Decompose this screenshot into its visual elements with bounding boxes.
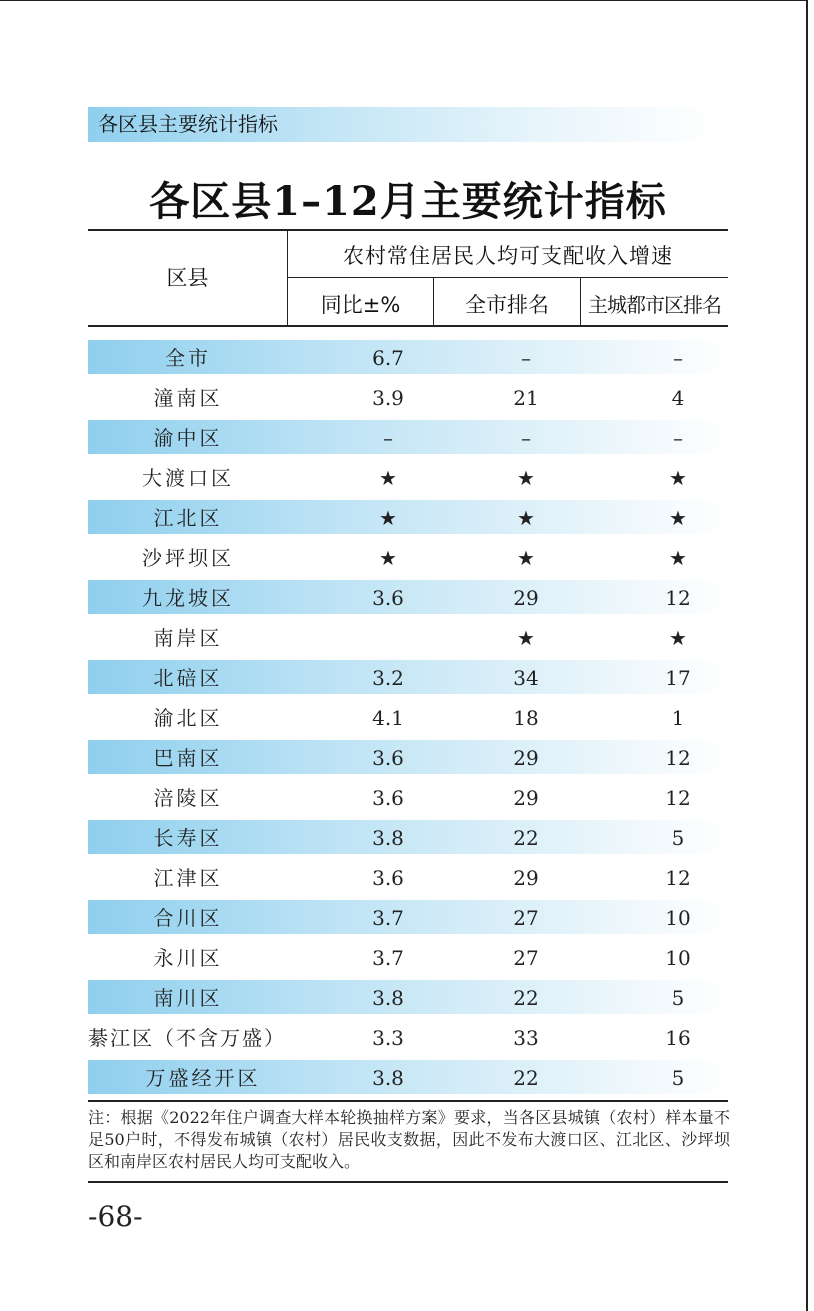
city-rank-value: ★ bbox=[517, 546, 535, 570]
city-rank-value: 29 bbox=[513, 746, 539, 770]
city-rank-value: 33 bbox=[513, 1026, 539, 1050]
table-row bbox=[88, 820, 728, 854]
main-rank-value: 5 bbox=[671, 1066, 685, 1090]
city-rank-value: 22 bbox=[513, 826, 539, 850]
table-row bbox=[88, 980, 728, 1014]
main-rank-value: 5 bbox=[671, 986, 685, 1010]
district-name: 长寿区 bbox=[153, 826, 223, 850]
yoy-value: 3.8 bbox=[372, 826, 404, 850]
table-top-rule bbox=[88, 229, 728, 231]
section-banner: 各区县主要统计指标 bbox=[88, 107, 718, 142]
table-title: 各区县1–12月主要统计指标 bbox=[149, 178, 667, 225]
city-rank-value: – bbox=[521, 346, 531, 370]
header-main-urban-rank: 主城都市区排名 bbox=[588, 293, 721, 317]
header-yoy: 同比±% bbox=[320, 293, 401, 317]
yoy-value: 6.7 bbox=[372, 346, 404, 370]
district-name: 江津区 bbox=[153, 866, 223, 890]
city-rank-value: 21 bbox=[513, 386, 539, 410]
header-bottom-rule bbox=[88, 325, 728, 327]
main-rank-value: 17 bbox=[665, 666, 691, 690]
district-name: 万盛经开区 bbox=[145, 1066, 261, 1090]
city-rank-value: 27 bbox=[513, 946, 539, 970]
main-rank-value: ★ bbox=[669, 506, 687, 530]
header-district: 区县 bbox=[166, 266, 209, 290]
main-rank-value: 12 bbox=[665, 866, 691, 890]
yoy-value: ★ bbox=[379, 466, 397, 490]
yoy-value: 3.6 bbox=[372, 746, 404, 770]
city-rank-value: 29 bbox=[513, 586, 539, 610]
district-name: 大渡口区 bbox=[142, 466, 234, 490]
table-row bbox=[88, 1060, 728, 1094]
main-rank-value: 12 bbox=[665, 586, 691, 610]
yoy-value: 3.8 bbox=[372, 986, 404, 1010]
yoy-value bbox=[328, 620, 448, 654]
main-rank-value: 10 bbox=[665, 906, 691, 930]
table-row bbox=[88, 900, 728, 934]
main-rank-value: – bbox=[673, 426, 683, 450]
main-rank-value: 12 bbox=[665, 786, 691, 810]
city-rank-value: 34 bbox=[513, 666, 539, 690]
yoy-value: 3.3 bbox=[372, 1026, 404, 1050]
table-row bbox=[88, 740, 728, 774]
header-mid-rule bbox=[288, 277, 728, 278]
main-rank-value: 10 bbox=[665, 946, 691, 970]
table-bottom-rule bbox=[88, 1100, 728, 1102]
district-name: 合川区 bbox=[153, 906, 223, 930]
district-name: 北碚区 bbox=[153, 666, 223, 690]
city-rank-value: 29 bbox=[513, 786, 539, 810]
district-name: 永川区 bbox=[153, 946, 223, 970]
page-number: -68- bbox=[88, 1200, 143, 1233]
district-name: 江北区 bbox=[153, 506, 223, 530]
city-rank-value: 27 bbox=[513, 906, 539, 930]
footnote-bottom-rule bbox=[88, 1181, 728, 1183]
yoy-value: ★ bbox=[379, 546, 397, 570]
table-row bbox=[88, 620, 728, 654]
table-row bbox=[88, 780, 728, 814]
yoy-value: 3.8 bbox=[372, 1066, 404, 1090]
district-name: 南岸区 bbox=[153, 626, 223, 650]
table-row bbox=[88, 700, 728, 734]
district-name: 綦江区（不含万盛） bbox=[88, 1026, 286, 1050]
district-name: 渝中区 bbox=[153, 426, 223, 450]
city-rank-value: 18 bbox=[513, 706, 539, 730]
page-border-right bbox=[806, 0, 808, 1311]
yoy-value: – bbox=[383, 426, 393, 450]
table-row bbox=[88, 380, 728, 414]
table-row bbox=[88, 580, 728, 614]
table-row bbox=[88, 460, 728, 494]
main-rank-value: 16 bbox=[665, 1026, 691, 1050]
table-row bbox=[88, 860, 728, 894]
table-row bbox=[88, 420, 728, 454]
yoy-value: 3.6 bbox=[372, 586, 404, 610]
district-name: 渝北区 bbox=[153, 706, 223, 730]
city-rank-value: 22 bbox=[513, 1066, 539, 1090]
main-rank-value: 4 bbox=[671, 386, 685, 410]
main-rank-value: ★ bbox=[669, 466, 687, 490]
main-rank-value: 12 bbox=[665, 746, 691, 770]
table-row bbox=[88, 660, 728, 694]
table-row bbox=[88, 340, 728, 374]
yoy-value: 3.9 bbox=[372, 386, 404, 410]
district-name: 涪陵区 bbox=[153, 786, 223, 810]
district-name: 南川区 bbox=[153, 986, 223, 1010]
main-rank-value: 5 bbox=[671, 826, 685, 850]
yoy-value: 3.2 bbox=[372, 666, 404, 690]
yoy-value: ★ bbox=[379, 506, 397, 530]
table-row bbox=[88, 500, 728, 534]
table-row bbox=[88, 1020, 728, 1054]
yoy-value: 3.6 bbox=[372, 866, 404, 890]
header-city-rank: 全市排名 bbox=[465, 293, 549, 317]
main-rank-value: ★ bbox=[669, 546, 687, 570]
table-row bbox=[88, 940, 728, 974]
main-rank-value: ★ bbox=[669, 626, 687, 650]
yoy-value: 4.1 bbox=[372, 706, 404, 730]
city-rank-value: ★ bbox=[517, 626, 535, 650]
city-rank-value: – bbox=[521, 426, 531, 450]
main-rank-value: – bbox=[673, 346, 683, 370]
city-rank-value: 22 bbox=[513, 986, 539, 1010]
footnote: 注：根据《2022年住户调查大样本轮换抽样方案》要求，当各区县城镇（农村）样本量不足50户时，不得发布城镇（农村）居民收支数据，因此不发布大渡口区、江北区、沙坪坝区和南岸区农村居民人均可支配收入。 bbox=[88, 1108, 730, 1171]
district-name: 九龙坡区 bbox=[142, 586, 234, 610]
yoy-value: 3.7 bbox=[372, 946, 404, 970]
district-name: 全市 bbox=[165, 346, 211, 370]
city-rank-value: ★ bbox=[517, 466, 535, 490]
yoy-value: 3.6 bbox=[372, 786, 404, 810]
table-row bbox=[88, 540, 728, 574]
city-rank-value: ★ bbox=[517, 506, 535, 530]
city-rank-value: 29 bbox=[513, 866, 539, 890]
district-name: 潼南区 bbox=[153, 386, 223, 410]
district-name: 巴南区 bbox=[153, 746, 223, 770]
main-rank-value: 1 bbox=[671, 706, 685, 730]
header-income-growth: 农村常住居民人均可支配收入增速 bbox=[343, 244, 673, 268]
district-name: 沙坪坝区 bbox=[142, 546, 234, 570]
page-border-top bbox=[0, 0, 807, 1]
yoy-value: 3.7 bbox=[372, 906, 404, 930]
